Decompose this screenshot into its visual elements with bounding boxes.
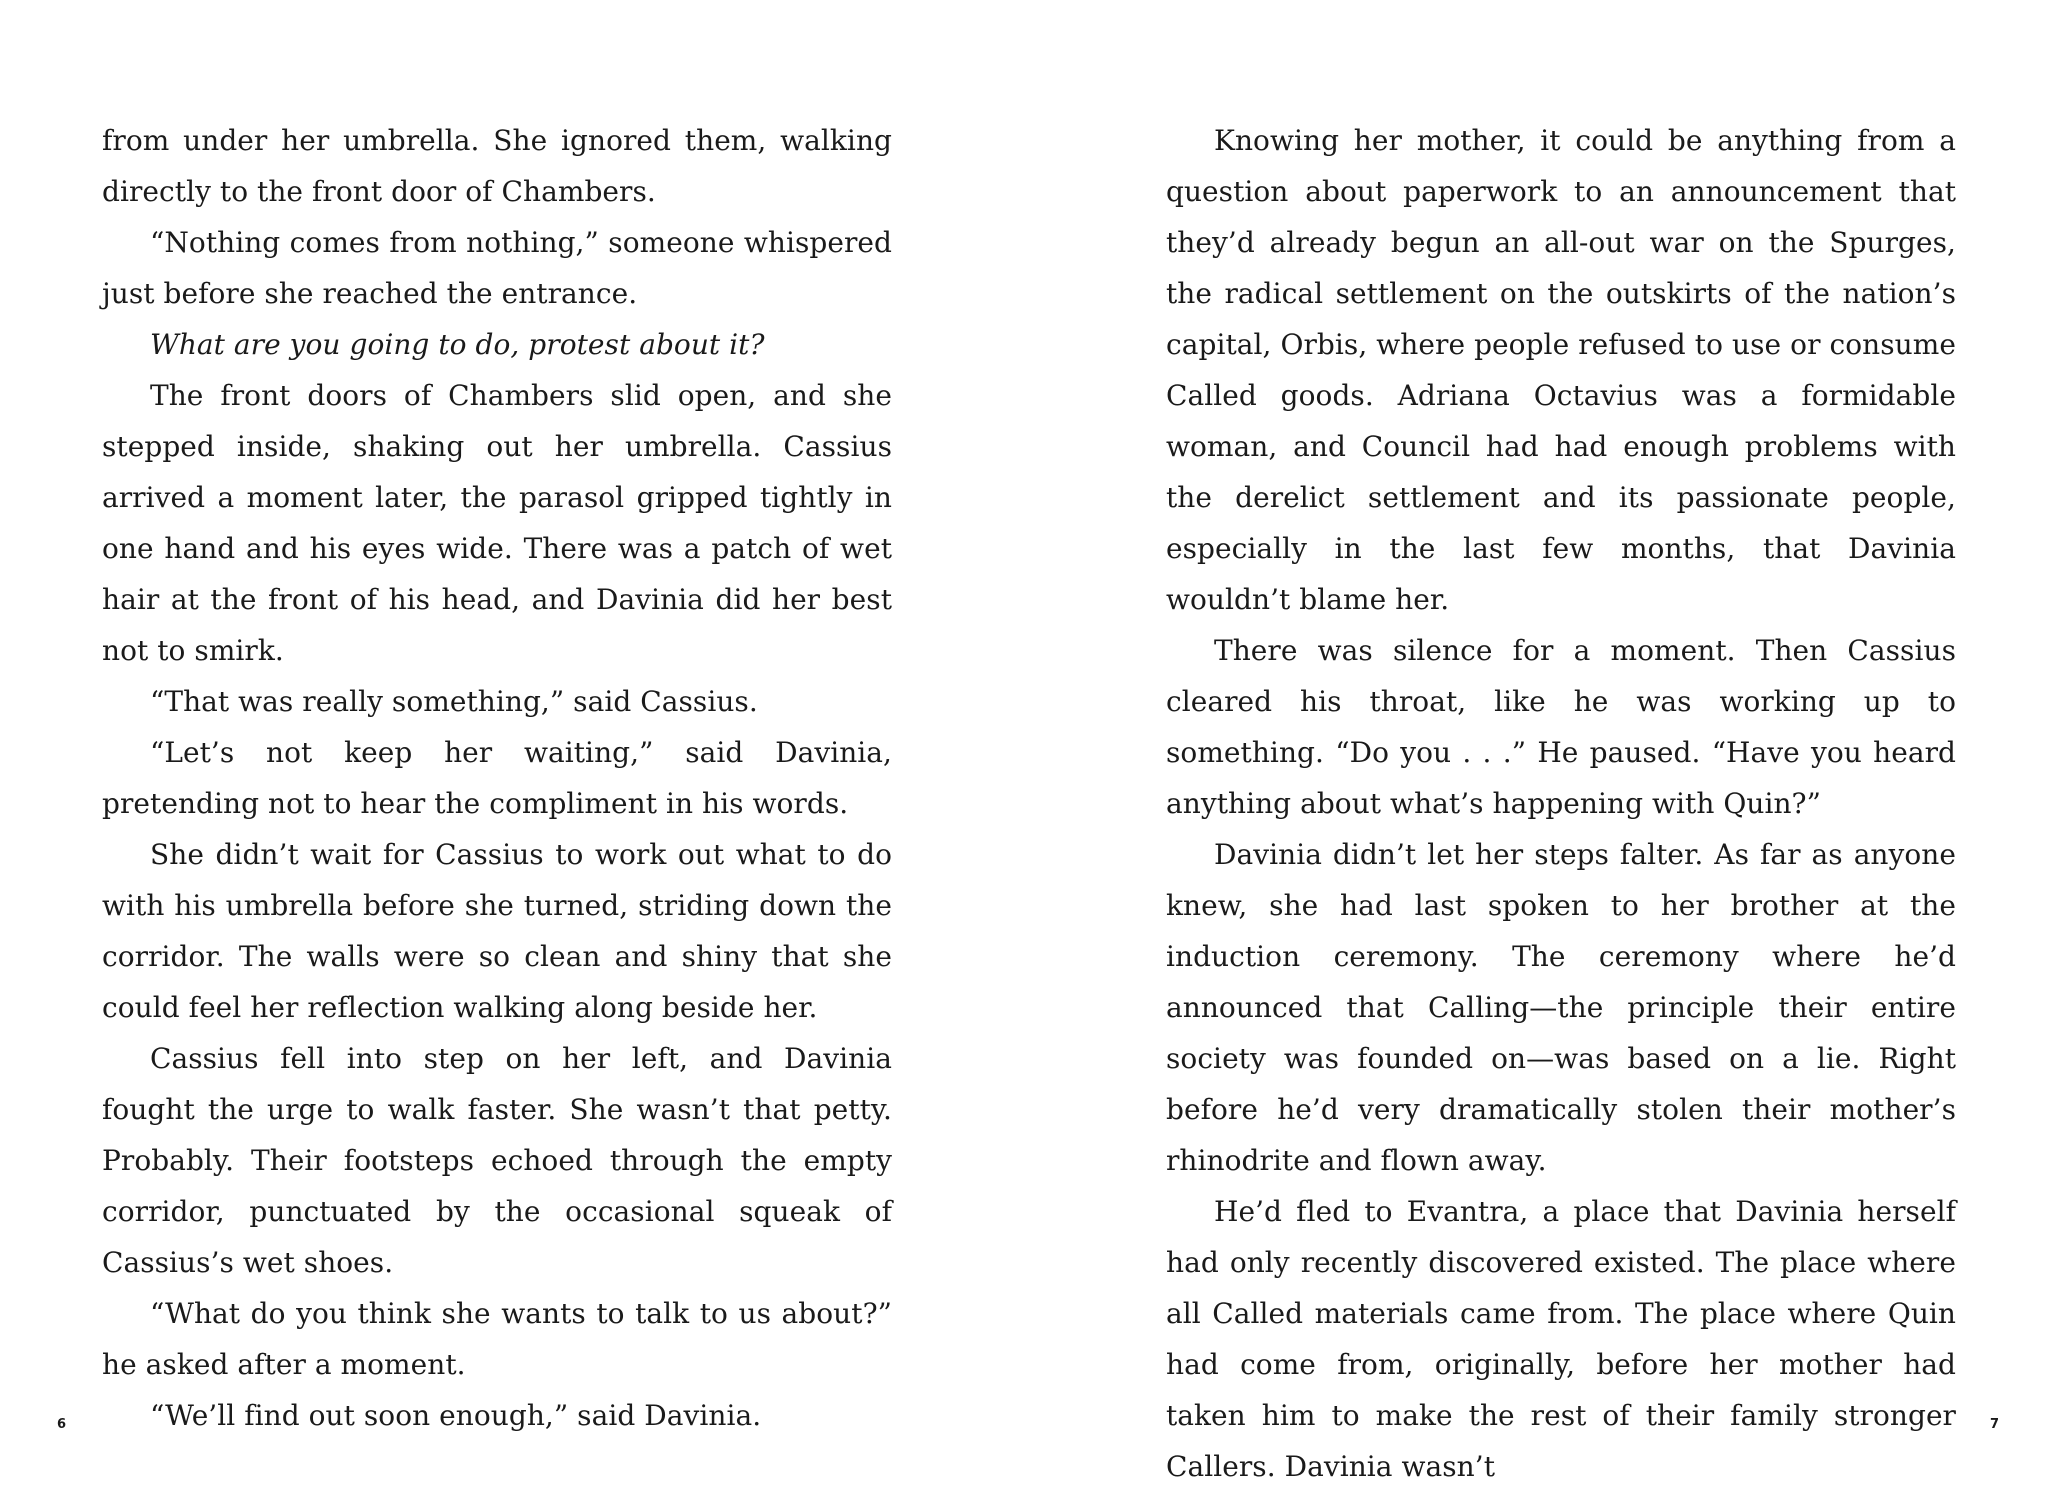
right-paragraph-4: He’d fled to Evantra, a place that Davinia herself had only recently discovered existed. The place where all Called materials came from. The place where Quin had come from, originally, before her mother had taken him to make the rest of their family stronger Callers. Davinia wasn’t — [1166, 1195, 1956, 1483]
left-paragraph-7: She didn’t wait for Cassius to work out what to do with his umbrella before she turned, striding down the corridor. The walls were so clean and shiny that she could feel her reflection walking along beside her. — [102, 838, 892, 1024]
left-page-text — [102, 115, 892, 1441]
left-page-number: 6 — [57, 1417, 67, 1432]
left-paragraph-10: “We’ll find out soon enough,” said Davinia. — [150, 1399, 762, 1432]
right-paragraph-3: Davinia didn’t let her steps falter. As far as anyone knew, she had last spoken to her brother at the induction ceremony. The ceremony where he’d announced that Calling—the principle their entire society was founded on—was based on a lie. Right before he’d very dramatically stolen their mother’s rhinodrite and flown away. — [1166, 838, 1956, 1177]
right-paragraph-2: There was silence for a moment. Then Cassius cleared his throat, like he was working up to something. “Do you . . .” He paused. “Have you heard anything about what’s happening with Quin?” — [1166, 634, 1956, 820]
left-paragraph-3: What are you going to do, protest about it? — [150, 328, 765, 361]
right-page-number: 7 — [1990, 1417, 2000, 1432]
left-paragraph-8: Cassius fell into step on her left, and Davinia fought the urge to walk faster. She wasn’t that petty. Probably. Their footsteps echoed through the empty corridor, punctuated by the occasional squeak of Cassius’s wet shoes. — [102, 1042, 892, 1279]
right-page-text — [1166, 115, 1956, 1492]
left-paragraph-2: “Nothing comes from nothing,” someone whispered just before she reached the entrance. — [102, 226, 892, 310]
left-paragraph-6: “Let’s not keep her waiting,” said Davinia, pretending not to hear the compliment in his words. — [102, 736, 892, 820]
left-paragraph-5: “That was really something,” said Cassius. — [150, 685, 758, 718]
right-paragraph-1: Knowing her mother, it could be anything from a question about paperwork to an announcement that they’d already begun an all-out war on the Spurges, the radical settlement on the outskirts of the nation’s capital, Orbis, where people refused to use or consume Called goods. Adriana Octavius was a formidable woman, and Council had had enough problems with the derelict settlement and its passionate people, especially in the last few months, that Davinia wouldn’t blame her. — [1166, 124, 1956, 616]
left-paragraph-4: The front doors of Chambers slid open, and she stepped inside, shaking out her umbrella. Cassius arrived a moment later, the parasol gripped tightly in one hand and his eyes wide. There was a patch of wet hair at the front of his head, and Davinia did her best not to smirk. — [102, 379, 892, 667]
left-paragraph-1: from under her umbrella. She ignored them, walking directly to the front door of Chambers. — [102, 124, 892, 208]
left-paragraph-9: “What do you think she wants to talk to us about?” he asked after a moment. — [102, 1297, 892, 1381]
